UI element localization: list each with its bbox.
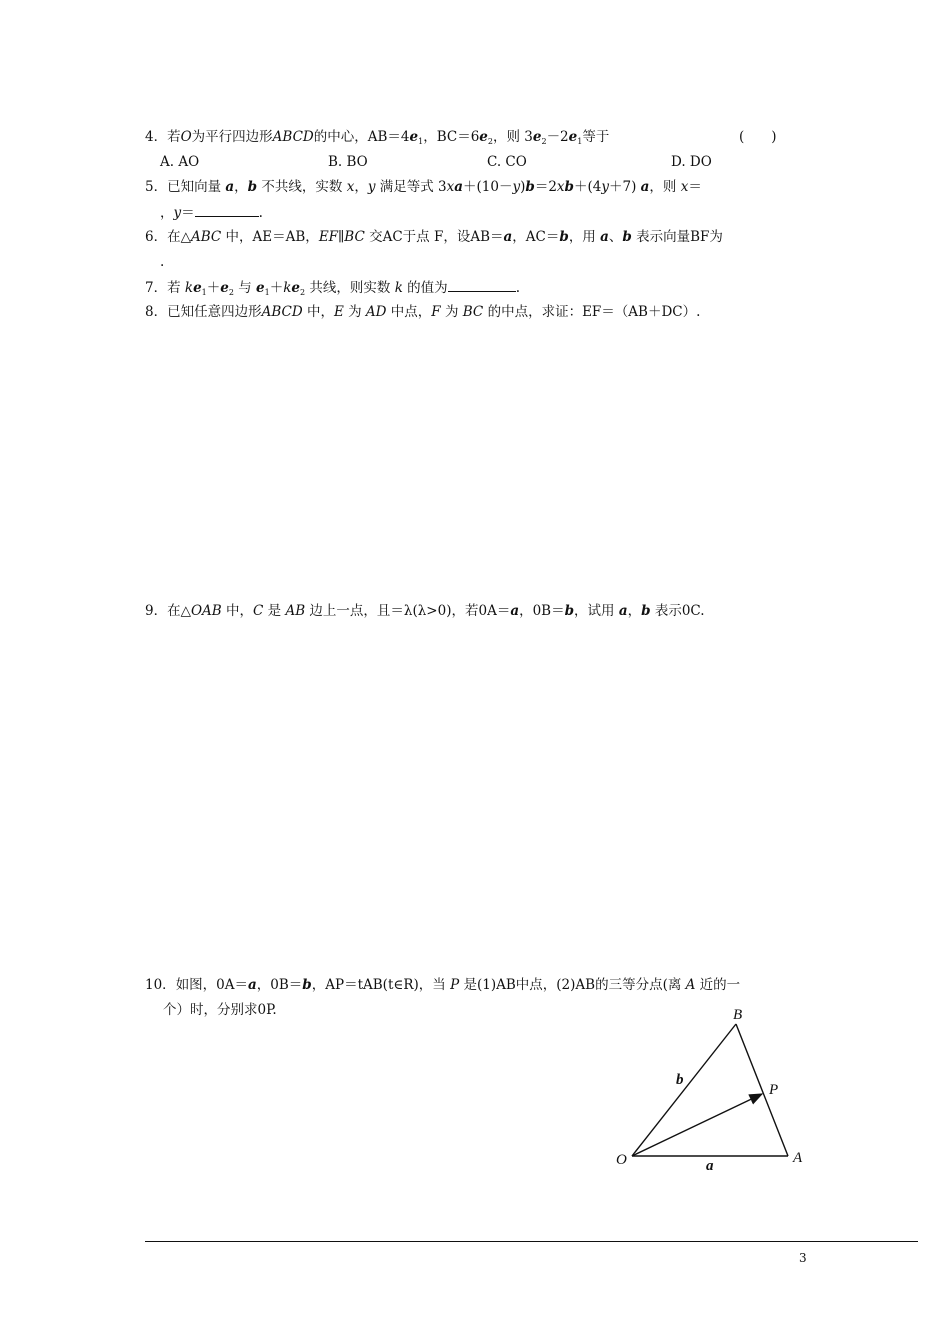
- q7-number: 7．: [145, 280, 168, 296]
- question-7: 7．若 $ke_1+e_2$ 与 $e_1+ke_2$ 共线，则实数 k 的值为 .: [145, 280, 520, 297]
- question-8: 8．已知任意四边形ABCD 中，E 为 AD 中点，F 为 BC 的中点，求证：EF＝（AB＋DC）.: [145, 304, 701, 320]
- label-vector-a: a: [706, 1158, 714, 1172]
- q8-number: 8．: [145, 304, 168, 320]
- question-6-line-2: .: [160, 254, 165, 270]
- label-o: O: [616, 1152, 627, 1168]
- question-9: 9．在△OAB 中，C 是 AB 边上一点，且＝λ(λ>0)，若0A＝a，0B＝b，试用 a，b 表示0C.: [145, 603, 705, 619]
- option-d: D. DO: [671, 154, 712, 170]
- q10-number: 10．: [145, 977, 176, 993]
- triangle-figure: [612, 1002, 812, 1172]
- label-vector-b: b: [676, 1072, 684, 1088]
- q4-options: [0, 153, 950, 171]
- option-b: B. BO: [328, 154, 368, 170]
- q6-number: 6．: [145, 229, 168, 245]
- question-10: 10．如图，0A＝a，0B＝b，AP＝tAB(t∈R)，当 P 是(1)AB中点，(2)AB的三等分点(离 A 近的一: [145, 977, 741, 993]
- label-b: B: [733, 1007, 743, 1023]
- option-a: A. AO: [160, 154, 200, 170]
- vector-op: [632, 1094, 762, 1156]
- label-a: A: [793, 1150, 803, 1166]
- question-10-line-2: 个）时，分别求0P.: [163, 1002, 277, 1018]
- question-5: 5．已知向量 a，b 不共线，实数 x，y 满足等式 3xa＋(10－y)b＝2xb＋(4y＋7) a，则 x＝: [145, 179, 702, 195]
- answer-paren: ( ): [739, 129, 777, 145]
- label-p: P: [769, 1082, 779, 1098]
- footer-rule: [145, 1241, 918, 1242]
- page-number: 3: [799, 1251, 807, 1265]
- side-ab: [736, 1024, 788, 1156]
- question-5-line-2: ，y＝ .: [160, 205, 263, 221]
- q5-number: 5．: [145, 179, 168, 195]
- option-c: C. CO: [487, 154, 527, 170]
- answer-blank-y[interactable]: [195, 203, 259, 217]
- question-4: 4．若O为平行四边形ABCD的中心，$AB=4e_1$，$BC=6e_2$，则 $3e_2-2e_1$等于: [145, 129, 610, 146]
- q9-number: 9．: [145, 603, 168, 619]
- question-6: 6．在△ABC 中，AE＝AB，EF∥BC 交AC于点 F，设AB＝a，AC＝b，用 a、b 表示向量BF为: [145, 229, 723, 245]
- side-ob: [632, 1024, 736, 1156]
- answer-blank-k[interactable]: [448, 278, 516, 292]
- q4-number: 4．: [145, 129, 168, 145]
